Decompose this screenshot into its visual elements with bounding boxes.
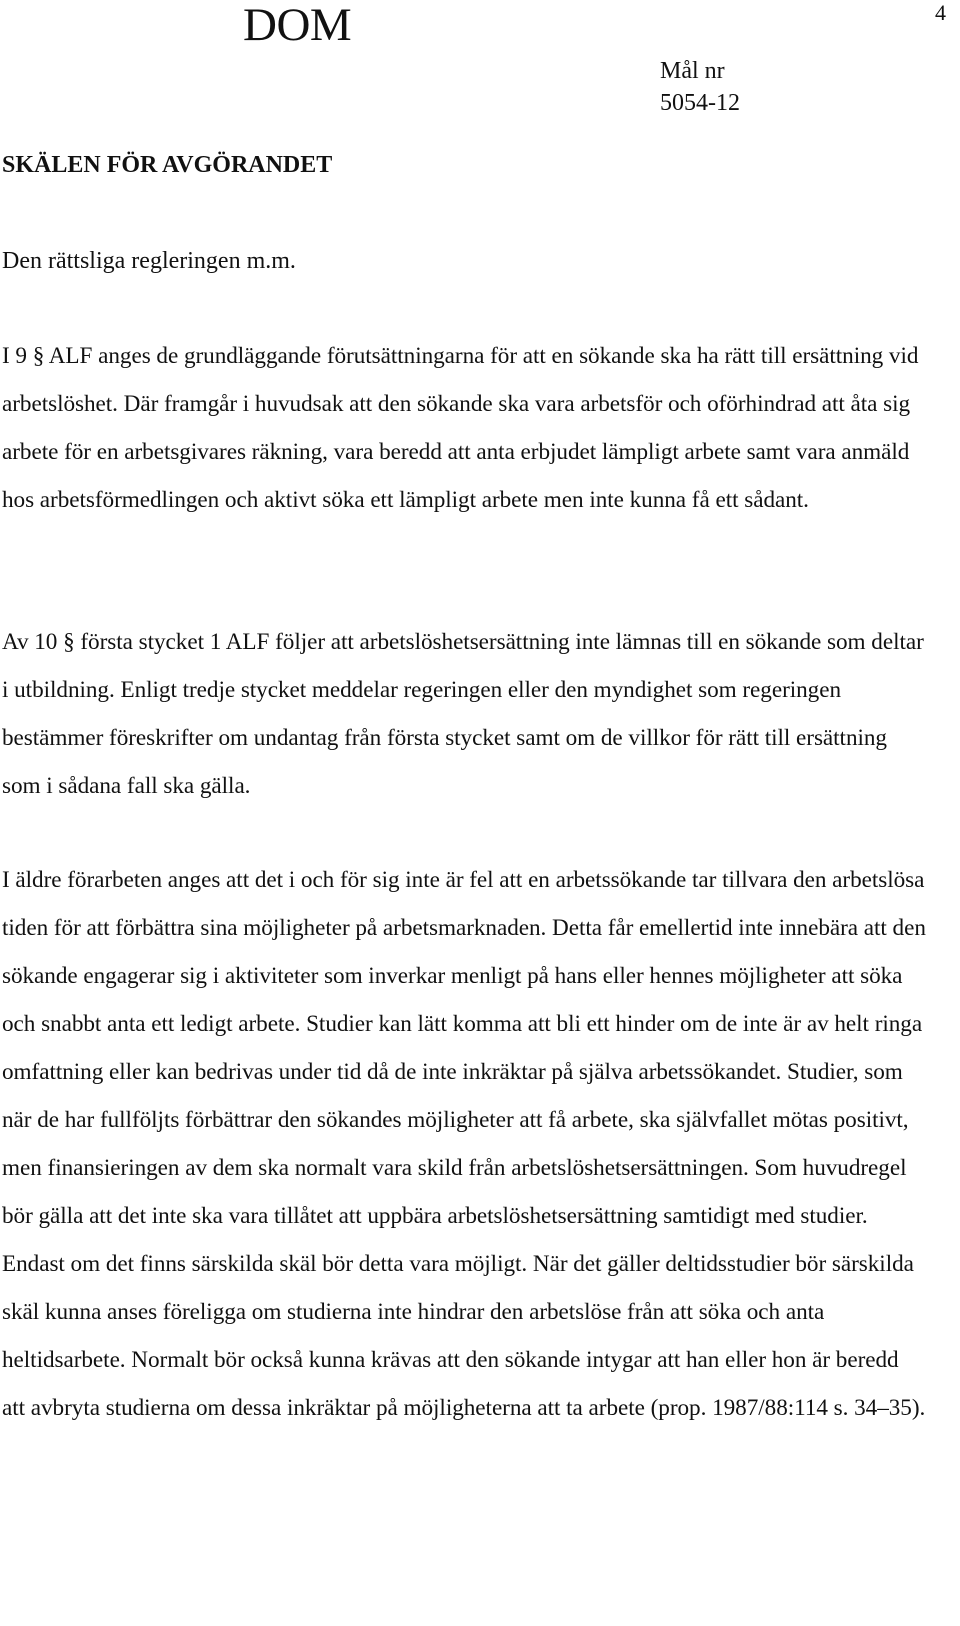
case-number: 5054-12 [660, 90, 740, 116]
case-number-label: Mål nr [660, 58, 725, 84]
paragraph-education-exclusion: Av 10 § första stycket 1 ALF följer att arbetslöshetsersättning inte lämnas till en sökande som deltar i utbildning. Enligt tredje stycket meddelar regeringen eller den myndighet som regeringen bestämmer föreskrifter om undantag från första stycket samt om de villkor för rätt till ersättning som i sådana fall ska gälla. [2, 629, 924, 799]
page-number: 4 [935, 0, 946, 25]
section-subheading: Den rättsliga regleringen m.m. [2, 248, 296, 274]
document-type-title: DOM [243, 0, 352, 51]
paragraph-preparatory-works: I äldre förarbeten anges att det i och för sig inte är fel att en arbetssökande tar tillvara den arbetslösa tiden för att förbättra sina möjligheter på arbetsmarknaden. Detta får emellertid inte innebära att den sökande engagerar sig i aktiviteter som inverkar menligt på hans eller hennes möjligheter att söka och snabbt anta ett ledigt arbete. Studier kan lätt komma att bli ett hinder om de inte är av helt ringa omfattning eller kan bedrivas under tid då de inte inkräktar på själva arbetssökandet. Studier, som när de har fullföljts förbättrar den sökandes möjligheter att få arbete, ska självfallet mötas positivt, men finansieringen av dem ska normalt vara skild från arbetslöshetsersättningen. Som huvudregel bör gälla att det inte ska vara tillåtet att uppbära arbetslöshetsersättning samtidigt med studier. Endast om det finns särskilda skäl bör detta vara möjligt. När det gäller deltidsstudier bör särskilda skäl kunna anses föreligga om studierna inte hindrar den arbetslöse från att söka och anta heltidsarbete. Normalt bör också kunna krävas att den sökande intygar att han eller hon är beredd att avbryta studierna om dessa inkräktar på möjligheterna att ta arbete (prop. 1987/88:114 s. 34–35). [2, 867, 926, 1421]
paragraph-legal-basis: I 9 § ALF anges de grundläggande förutsättningarna för att en sökande ska ha rätt till ersättning vid arbetslöshet. Där framgår i huvudsak att den sökande ska vara arbetsför och oförhindrad att åta sig arbete för en arbetsgivares räkning, vara beredd att anta erbjudet lämpligt arbete samt vara anmäld hos arbetsförmedlingen och aktivt söka ett lämpligt arbete men inte kunna få ett sådant. [2, 343, 919, 513]
section-heading: SKÄLEN FÖR AVGÖRANDET [2, 152, 333, 178]
case-number-block [660, 55, 740, 119]
